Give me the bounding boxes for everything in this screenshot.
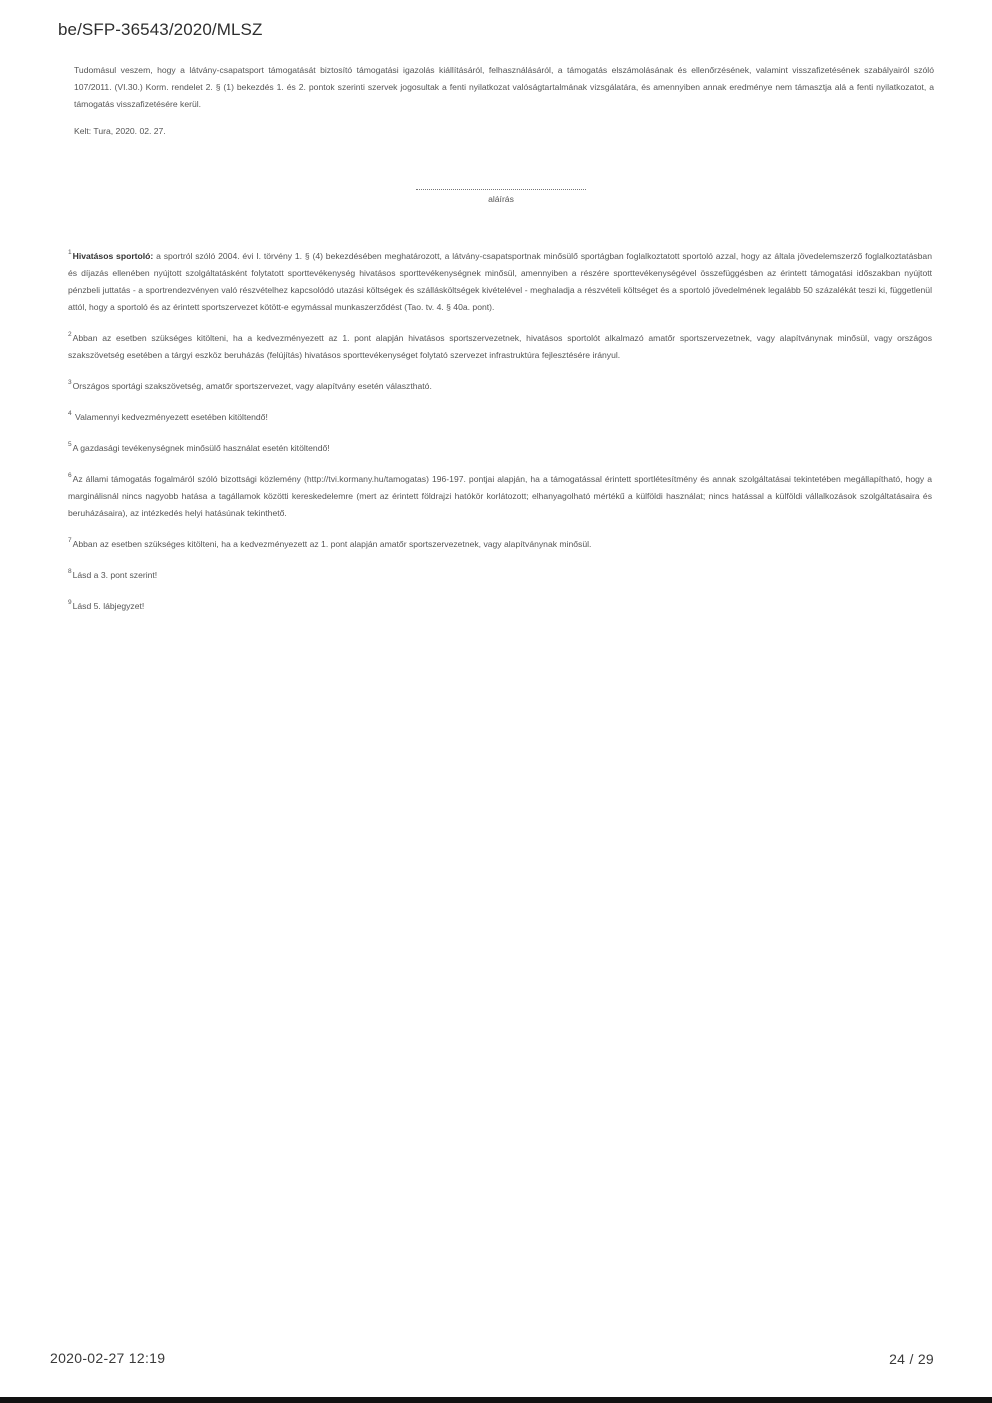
footnote-number: 2 — [68, 331, 72, 338]
footnote-number: 8 — [68, 568, 72, 575]
footnote-8 — [68, 567, 932, 584]
footnote-number: 5 — [68, 441, 72, 448]
footnote-text: Abban az esetben szükséges kitölteni, ha a kedvezményezett az 1. pont alapján amatőr sportszervezetnek, vagy alapítványnak minősül. — [72, 539, 592, 549]
footnote-number: 9 — [68, 599, 72, 606]
page-number: 24 / 29 — [889, 1351, 934, 1367]
footer-timestamp: 2020-02-27 12:19 — [50, 1350, 166, 1366]
footnote-number: 3 — [68, 379, 72, 386]
footnote-text: Lásd 5. lábjegyzet! — [72, 601, 145, 611]
statement-section — [74, 62, 934, 140]
footnote-2 — [68, 330, 932, 364]
signature-line — [416, 183, 586, 190]
footnote-text: Valamennyi kedvezményezett esetében kitöltendő! — [72, 412, 268, 422]
signature-label: aláírás — [488, 194, 514, 204]
footnote-text: A gazdasági tevékenységnek minősülő használat esetén kitöltendő! — [72, 443, 330, 453]
footnote-6 — [68, 471, 932, 522]
statement-text: Tudomásul veszem, hogy a látvány-csapatsport támogatását biztosító támogatási igazolás kiállításáról, felhasználásáról, a támogatás elszámolásának és ellenőrzésének, valamint visszafizetésének szabályairól szóló 107/2011. (VI.30.) Korm. rendelet 2. § (1) bekezdés 1. és 2. pontok szerinti szervek jogosultak a fenti nyilatkozat valóságtartalmának vizsgálatára, és amennyiben annak eredménye nem támasztja alá a fenti nyilatkozatot, a támogatás visszafizetésére kerül. — [74, 65, 934, 109]
date-line: Kelt: Tura, 2020. 02. 27. — [74, 126, 166, 136]
footnote-5 — [68, 440, 932, 457]
footnote-text: Abban az esetben szükséges kitölteni, ha a kedvezményezett az 1. pont alapján hivatásos sportszervezetnek, hivatásos sportolót alkalmazó amatőr sportszervezetnek, vagy alapítványnak minősül, vagy országos szakszövetség esetében a tárgyi eszköz beruházás (felújítás) hivatásos sporttevékenységet folytató szervezet infrastruktúra fejlesztésére irányul. — [68, 333, 932, 360]
footnote-number: 6 — [68, 472, 72, 479]
footnote-3 — [68, 378, 932, 395]
footnote-number: 7 — [68, 537, 72, 544]
footnote-text: Országos sportági szakszövetség, amatőr sportszervezet, vagy alapítvány esetén választható. — [72, 381, 432, 391]
footnote-4 — [68, 409, 932, 426]
footnote-number: 4 — [68, 410, 72, 417]
footnote-7 — [68, 536, 932, 553]
footnotes — [68, 248, 932, 629]
footnote-number: 1 — [68, 249, 72, 256]
footnote-term: Hivatásos sportoló: — [72, 251, 154, 261]
footnote-1 — [68, 248, 932, 316]
footnote-text: Az állami támogatás fogalmáról szóló bizottsági közlemény (http://tvi.kormany.hu/tamogatas) 196-197. pontjai alapján, ha a támogatással érintett sportlétesítmény és annak szolgáltatásai tekintetében megállapítható, hogy a marginálisnál nincs nagyobb hatása a tagállamok közötti kereskedelemre (mert az érintett földrajzi hatókör korlátozott; elhanyagolható mértékű a külföldi használat; nincs hatással a külföldi vállalkozások szolgáltatásaira és beruházásaira), az intézkedés helyi hatásúnak tekinthető. — [68, 474, 932, 518]
scan-edge-bar — [0, 1397, 992, 1403]
footnote-text: Lásd a 3. pont szerint! — [72, 570, 158, 580]
document-id: be/SFP-36543/2020/MLSZ — [58, 20, 263, 39]
footnote-text: a sportról szóló 2004. évi I. törvény 1. § (4) bekezdésében meghatározott, a látvány-csapatsportnak minősülő sportágban foglalkoztatott sportoló azzal, hogy az általa jövedelemszerző foglalkoztatásban és díjazás ellenében nyújtott szolgáltatásként folytatott sporttevékenység hivatásos sporttevékenységnek minősül, amennyiben a részére sporttevékenységével összefüggésben az érintett támogatási időszakban nyújtott pénzbeli juttatás - a sportrendezvényen való részvételhez kapcsolódó utazási költségek és szállásköltségek kivételével - meghaladja a részvételi költséget és a sportoló jövedelmének legalább 50 százalékát teszi ki, függetlenül attól, hogy a sportoló és az érintett sportszervezet kötött-e egymással munkaszerződést (Tao. tv. 4. § 40a. pont). — [68, 251, 932, 312]
signature-block — [416, 183, 586, 204]
footnote-9 — [68, 598, 932, 615]
